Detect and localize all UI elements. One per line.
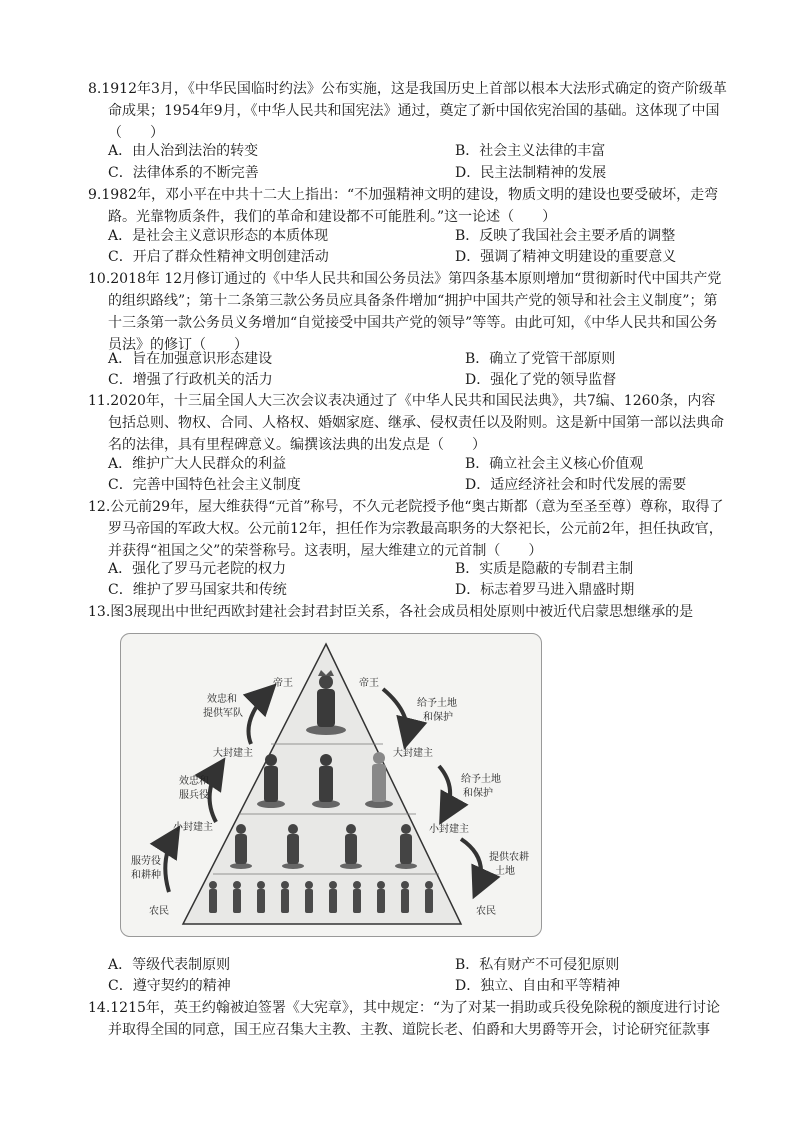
question-9 (88, 184, 728, 228)
option-a[interactable]: A．是社会主义意识形态的本质体现 (108, 228, 329, 244)
question-8 (88, 78, 728, 144)
question-number: 9. (88, 187, 102, 203)
label-up2-b: 服兵役 (179, 790, 209, 801)
option-c[interactable]: C．法律体系的不断完善 (108, 165, 259, 181)
option-a[interactable]: A．维护广大人民群众的利益 (108, 456, 287, 472)
question-stem: 1982年，邓小平在中共十二大上指出：“不加强精神文明的建设，物质文明的建设也要受破坏，走弯路。光靠物质条件，我们的革命和建设都不可能胜利。”这一论述（ ） (101, 187, 719, 225)
label-small-lord-right: 小封建主 (429, 824, 469, 835)
down-arrow-2 (439, 766, 450, 818)
option-d[interactable]: D．独立、自由和平等精神 (455, 978, 621, 994)
pyramid-svg (121, 634, 541, 936)
up-arrow-1 (249, 689, 272, 744)
option-b[interactable]: B．确立社会主义核心价值观 (465, 456, 644, 472)
option-d[interactable]: D．民主法制精神的发展 (455, 165, 607, 181)
question-number: 11. (88, 393, 111, 409)
label-great-lord-right: 大封建主 (393, 748, 433, 759)
label-down3-b: 土地 (495, 866, 515, 877)
label-up3-b: 和耕种 (131, 870, 161, 881)
option-d[interactable]: D．强化了党的领导监督 (465, 372, 617, 388)
option-d[interactable]: D．适应经济社会和时代发展的需要 (465, 477, 687, 493)
question-stem: 公元前29年，屋大维获得“元首”称号，不久元老院授予他“奥古斯都（意为至圣至尊）尊称，取得了罗马帝国的军政大权。公元前12年，担任作为宗教最高职务的大祭祀长，公元前2年，担任执政官，并获得“祖国之父”的荣誉称号。这表明，屋大维建立的元首制（ ） (108, 499, 724, 559)
label-up3-a: 服劳役 (131, 856, 161, 867)
option-c[interactable]: C．维护了罗马国家共和传统 (108, 582, 287, 598)
down-arrow-3 (461, 839, 481, 892)
question-10 (88, 268, 728, 356)
question-14 (88, 997, 728, 1041)
label-peasant-right: 农民 (476, 906, 496, 917)
label-up1-a: 效忠和 (207, 694, 237, 705)
question-number: 13. (88, 604, 111, 620)
question-13 (88, 601, 728, 623)
label-king-left: 帝王 (273, 678, 293, 689)
option-d[interactable]: D．强调了精神文明建设的重要意义 (455, 249, 677, 265)
question-stem: 2020年，十三届全国人大三次会议表决通过了《中华人民共和国民法典》，共7编、1260条，内容包括总则、物权、合同、人格权、婚姻家庭、继承、侵权责任以及附则。这是新中国第一部以法典命名的法律，具有里程碑意义。编撰该法典的出发点是（ ） (108, 393, 724, 453)
label-king-right: 帝王 (359, 678, 379, 689)
option-a[interactable]: A．强化了罗马元老院的权力 (108, 561, 287, 577)
question-number: 8. (88, 81, 102, 97)
up-arrow-2 (210, 764, 221, 822)
label-down2-a: 给予土地 (461, 774, 501, 785)
label-down3-a: 提供农耕 (489, 852, 529, 863)
option-b[interactable]: B．实质是隐蔽的专制君主制 (455, 561, 634, 577)
question-number: 10. (88, 271, 111, 287)
option-c[interactable]: C．开启了群众性精神文明创建活动 (108, 249, 329, 265)
option-a[interactable]: A．等级代表制原则 (108, 957, 231, 973)
option-b[interactable]: B．社会主义法律的丰富 (455, 143, 606, 159)
label-up1-b: 提供军队 (203, 708, 243, 719)
option-c[interactable]: C．遵守契约的精神 (108, 978, 231, 994)
label-down1-b: 和保护 (423, 712, 453, 723)
up-arrow-3 (165, 832, 176, 892)
option-a[interactable]: A．旨在加强意识形态建设 (108, 351, 273, 367)
option-c[interactable]: C．完善中国特色社会主义制度 (108, 477, 301, 493)
question-stem: 1215年，英王约翰被迫签署《大宪章》，其中规定：“为了对某一捐助或兵役免除税的额度进行讨论并取得全国的同意，国王应召集大主教、主教、道院长老、伯爵和大男爵等开会，讨论研究征款事 (108, 1000, 721, 1038)
feudal-pyramid-figure (120, 633, 542, 937)
question-stem: 1912年3月，《中华民国临时约法》公布实施，这是我国历史上首部以根本大法形式确定的资产阶级革命成果；1954年9月，《中华人民共和国宪法》通过，奠定了新中国依宪治国的基础。这体现了中国（ ） (101, 81, 727, 141)
question-stem: 2018年 12月修订通过的《中华人民共和国公务员法》第四条基本原则增加“贯彻新时代中国共产党的组织路线”；第十二条第三款公务员应具备条件增加“拥护中国共产党的领导和社会主义制度”；第十三条第一款公务员义务增加“自觉接受中国共产党的领导”等等。由此可知，《中华人民共和国公务员法》的修订（ ） (108, 271, 722, 353)
option-b[interactable]: B．私有财产不可侵犯原则 (455, 957, 620, 973)
option-d[interactable]: D．标志着罗马进入鼎盛时期 (455, 582, 635, 598)
label-up2-a: 效忠和 (179, 776, 209, 787)
option-b[interactable]: B．反映了我国社会主要矛盾的调整 (455, 228, 676, 244)
label-down1-a: 给予土地 (417, 698, 457, 709)
question-stem: 图3展现出中世纪西欧封建社会封君封臣关系，各社会成员相处原则中被近代启蒙思想继承的是 (110, 604, 694, 620)
question-number: 14. (88, 1000, 111, 1016)
option-c[interactable]: C．增强了行政机关的活力 (108, 372, 273, 388)
label-great-lord-left: 大封建主 (213, 748, 253, 759)
down-arrow-1 (383, 689, 407, 742)
question-11 (88, 390, 728, 456)
label-peasant-left: 农民 (149, 906, 169, 917)
label-down2-b: 和保护 (463, 788, 493, 799)
question-12 (88, 496, 728, 562)
question-number: 12. (88, 499, 111, 515)
label-small-lord-left: 小封建主 (173, 822, 213, 833)
option-b[interactable]: B．确立了党管干部原则 (465, 351, 616, 367)
option-a[interactable]: A．由人治到法治的转变 (108, 143, 259, 159)
